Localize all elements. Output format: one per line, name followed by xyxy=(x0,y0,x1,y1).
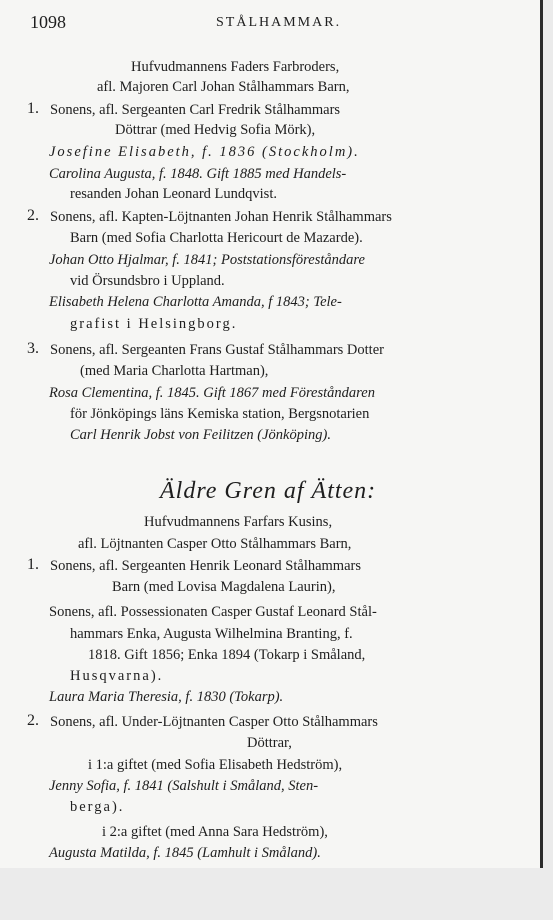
text-line: Sonens, afl. Kapten-Löjtnanten Johan Henrik Stålhammars xyxy=(50,209,392,225)
text-line: Augusta Matilda, f. 1845 (Lamhult i Småland). xyxy=(49,845,321,861)
text-line: Husqvarna). xyxy=(70,668,164,684)
text-line: Sonens, afl. Sergeanten Carl Fredrik Stålhammars xyxy=(50,102,341,118)
running-head: STÅLHAMMAR. xyxy=(216,15,342,30)
text-line: (med Maria Charlotta Hartman), xyxy=(80,363,269,379)
text-line: Hufvudmannens Farfars Kusins, xyxy=(144,514,333,530)
text-line: berga). xyxy=(70,799,125,815)
text-line: Sonens, afl. Sergeanten Henrik Leonard Stålhammars xyxy=(50,558,361,574)
text-line: Josefine Elisabeth, f. 1836 (Stockholm). xyxy=(49,144,360,160)
entry-number: 1. xyxy=(27,100,39,117)
page-number: 1098 xyxy=(30,12,66,32)
text-line: Laura Maria Theresia, f. 1830 (Tokarp). xyxy=(49,689,284,705)
text-line: Sonens, afl. Sergeanten Frans Gustaf Stålhammars Dotter xyxy=(50,342,384,358)
text-line: Döttrar, xyxy=(247,735,292,751)
text-line: Sonens, afl. Possessionaten Casper Gustaf Leonard Stål- xyxy=(49,604,377,620)
text-line: hammars Enka, Augusta Wilhelmina Branting, f. xyxy=(70,626,353,642)
entry-number: 1. xyxy=(27,556,39,573)
entry-number: 2. xyxy=(27,207,39,224)
text-line: Rosa Clementina, f. 1845. Gift 1867 med Föreståndaren xyxy=(49,385,375,401)
text-line: Barn (med Lovisa Magdalena Laurin), xyxy=(112,579,336,595)
text-line: afl. Majoren Carl Johan Stålhammars Barn, xyxy=(97,79,350,95)
text-line: i 2:a giftet (med Anna Sara Hedström), xyxy=(102,824,328,840)
text-line: för Jönköpings läns Kemiska station, Bergsnotarien xyxy=(70,406,370,422)
text-line: i 1:a giftet (med Sofia Elisabeth Hedström), xyxy=(88,757,343,773)
text-line: Carl Henrik Jobst von Feilitzen (Jönköping). xyxy=(70,427,331,443)
section-heading: Äldre Gren af Ätten: xyxy=(160,478,377,504)
text-line: Sonens, afl. Under-Löjtnanten Casper Otto Stålhammars xyxy=(50,714,378,730)
text-line: vid Örsundsbro i Uppland. xyxy=(70,273,225,289)
text-line: Barn (med Sofia Charlotta Hericourt de Mazarde). xyxy=(70,230,363,246)
text-line: Johan Otto Hjalmar, f. 1841; Poststationsföreståndare xyxy=(49,252,365,268)
text-line: Döttrar (med Hedvig Sofia Mörk), xyxy=(115,122,316,138)
text-line: resanden Johan Leonard Lundqvist. xyxy=(70,186,277,202)
text-line: Elisabeth Helena Charlotta Amanda, f 1843; Tele- xyxy=(49,294,342,310)
entry-number: 2. xyxy=(27,712,39,729)
text-line: grafist i Helsingborg. xyxy=(70,316,238,332)
text-line: afl. Löjtnanten Casper Otto Stålhammars Barn, xyxy=(78,536,352,552)
entry-number: 3. xyxy=(27,340,39,357)
text-line: Hufvudmannens Faders Farbroders, xyxy=(131,59,340,75)
text-line: Carolina Augusta, f. 1848. Gift 1885 med Handels- xyxy=(49,166,347,182)
text-line: 1818. Gift 1856; Enka 1894 (Tokarp i Småland, xyxy=(88,647,366,663)
text-line: Jenny Sofia, f. 1841 (Salshult i Småland, Sten- xyxy=(49,778,319,794)
